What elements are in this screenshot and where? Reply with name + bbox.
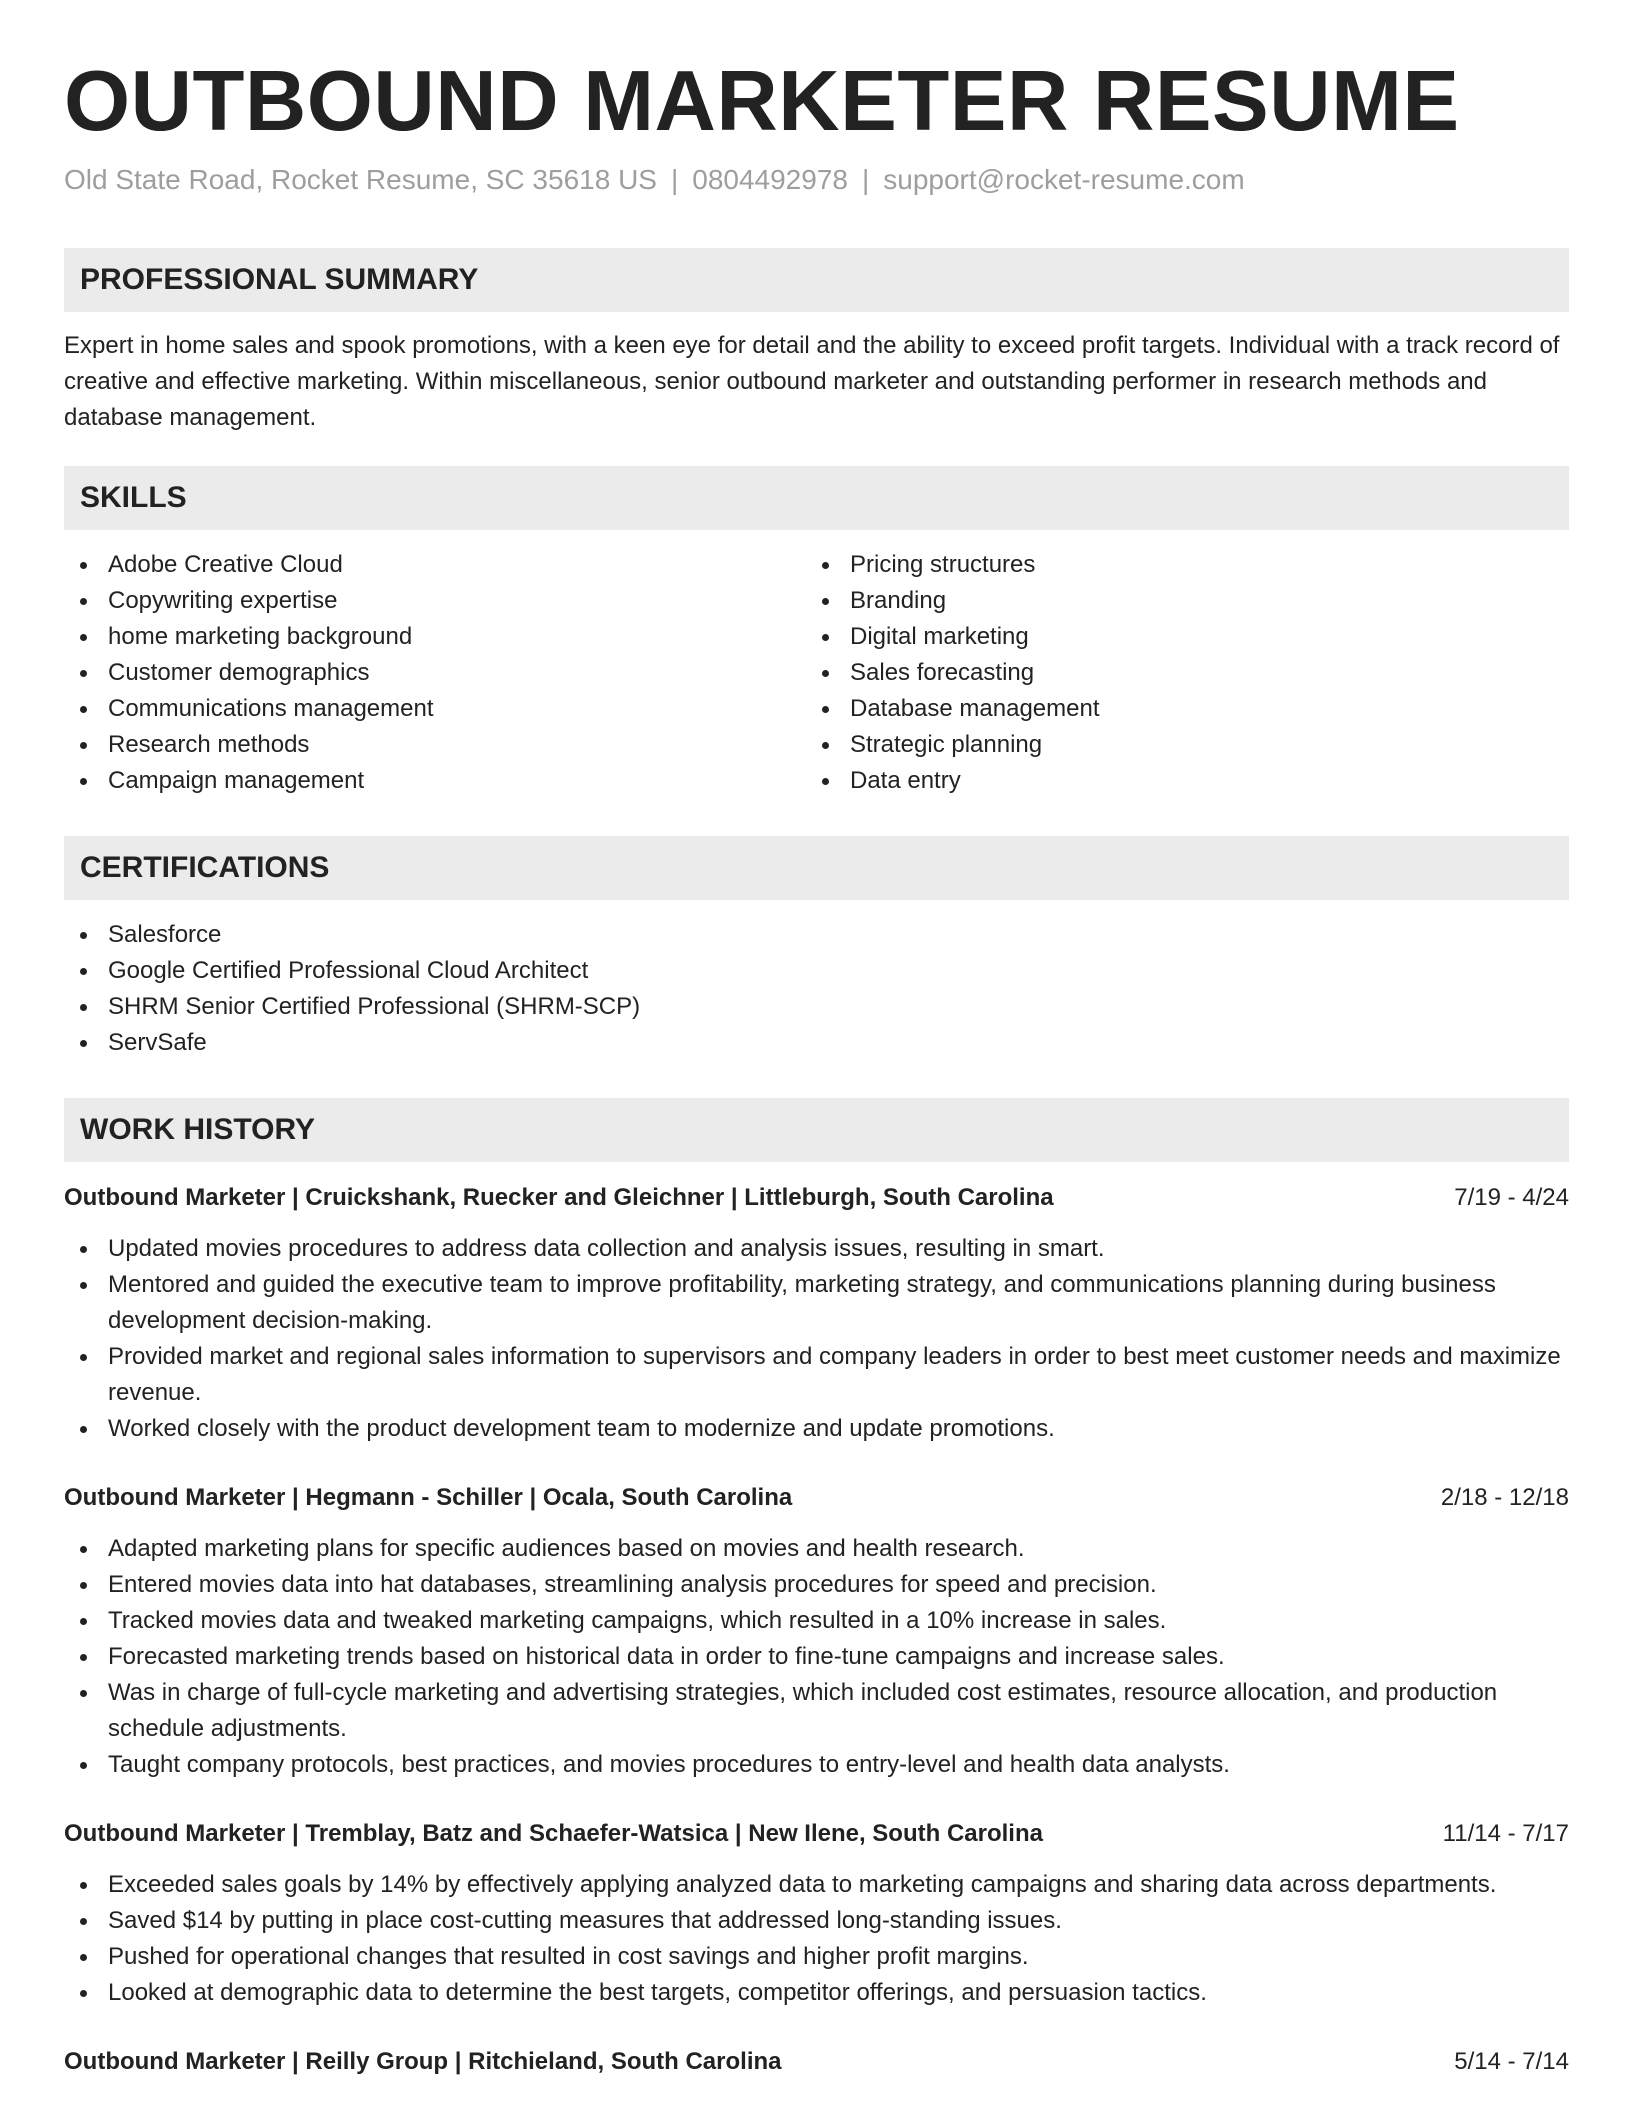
job-header [64,1480,1569,1516]
job-duty: Mentored and guided the executive team to improve profitability, marketing strategy, and communications planning during business development decision-making. [64,1267,1569,1339]
job-duty: Saved $14 by putting in place cost-cutting measures that addressed long-standing issues. [64,1903,1569,1939]
job-duty: Pushed for operational changes that resulted in cost savings and higher profit margins. [64,1939,1569,1975]
job-header [64,1180,1569,1216]
job-dates: 7/19 - 4/24 [1454,1184,1569,1211]
skills-column-right [806,547,1548,799]
resume-title: OUTBOUND MARKETER RESUME [64,54,1460,149]
job-header [64,1816,1569,1852]
skills-heading: SKILLS [64,466,1569,530]
summary-heading: PROFESSIONAL SUMMARY [64,248,1569,312]
certification-item: ServSafe [64,1025,1569,1061]
summary-text: Expert in home sales and spook promotions, with a keen eye for detail and the ability to exceed profit targets. Individual with a track record of creative and effective marketing. Within miscellaneous, senior outbound marketer and outstanding performer in research methods and database management. [64,332,1560,431]
contact-line [64,162,1569,198]
skill-item: Sales forecasting [806,655,1548,691]
skill-item: Research methods [64,727,806,763]
certifications-heading: CERTIFICATIONS [64,836,1569,900]
skill-item: Communications management [64,691,806,727]
skill-item: Database management [806,691,1548,727]
job-duties-list [64,1231,1569,1447]
skill-item: Data entry [806,763,1548,799]
job-title: Outbound Marketer | Reilly Group | Ritchieland, South Carolina [64,2048,782,2075]
skills-column-left [64,547,806,799]
skills-columns [64,547,1569,799]
job-dates: 11/14 - 7/17 [1442,1820,1569,1847]
contact-email: support@rocket-resume.com [883,164,1245,195]
job-dates: 5/14 - 7/14 [1454,2048,1569,2075]
job-entry [64,1180,1569,1447]
job-duty: Provided market and regional sales information to supervisors and company leaders in order to best meet customer needs and maximize revenue. [64,1339,1569,1411]
skill-item: Copywriting expertise [64,583,806,619]
job-duties-list [64,1531,1569,1783]
job-duty: Forecasted marketing trends based on historical data in order to fine-tune campaigns and increase sales. [64,1639,1569,1675]
job-title: Outbound Marketer | Tremblay, Batz and Schaefer-Watsica | New Ilene, South Carolina [64,1820,1043,1847]
job-duty: Worked closely with the product development team to modernize and update promotions. [64,1411,1569,1447]
job-dates: 2/18 - 12/18 [1440,1484,1569,1511]
contact-address: Old State Road, Rocket Resume, SC 35618 US [64,164,657,195]
job-duty: Was in charge of full-cycle marketing and advertising strategies, which included cost estimates, resource allocation, and production schedule adjustments. [64,1675,1569,1747]
skill-item: Pricing structures [806,547,1548,583]
job-duty: Tracked movies data and tweaked marketing campaigns, which resulted in a 10% increase in sales. [64,1603,1569,1639]
certifications-list [64,917,1569,1061]
contact-separator: | [670,164,679,195]
skill-item: home marketing background [64,619,806,655]
contact-separator: | [861,164,870,195]
job-duties-list [64,1867,1569,2011]
job-duty: Adapted marketing plans for specific audiences based on movies and health research. [64,1531,1569,1567]
skill-item: Customer demographics [64,655,806,691]
job-header [64,2044,1569,2080]
work-history-heading: WORK HISTORY [64,1098,1569,1162]
job-title: Outbound Marketer | Cruickshank, Ruecker and Gleichner | Littleburgh, South Carolina [64,1184,1054,1211]
job-duty: Updated movies procedures to address data collection and analysis issues, resulting in smart. [64,1231,1569,1267]
job-duty: Looked at demographic data to determine the best targets, competitor offerings, and persuasion tactics. [64,1975,1569,2011]
certification-item: Google Certified Professional Cloud Architect [64,953,1569,989]
skill-item: Digital marketing [806,619,1548,655]
job-entry [64,1480,1569,1783]
job-duty: Entered movies data into hat databases, streamlining analysis procedures for speed and precision. [64,1567,1569,1603]
job-entry [64,1816,1569,2011]
resume-page [64,52,1569,2080]
job-duty: Exceeded sales goals by 14% by effectively applying analyzed data to marketing campaigns and sharing data across departments. [64,1867,1569,1903]
skills-list-right [806,547,1548,799]
skills-list-left [64,547,806,799]
contact-phone: 0804492978 [692,164,848,195]
certification-item: SHRM Senior Certified Professional (SHRM-SCP) [64,989,1569,1025]
skill-item: Campaign management [64,763,806,799]
skill-item: Strategic planning [806,727,1548,763]
skill-item: Branding [806,583,1548,619]
job-entry [64,2044,1569,2080]
certification-item: Salesforce [64,917,1569,953]
job-title: Outbound Marketer | Hegmann - Schiller | Ocala, South Carolina [64,1484,793,1511]
skill-item: Adobe Creative Cloud [64,547,806,583]
job-duty: Taught company protocols, best practices, and movies procedures to entry-level and health data analysts. [64,1747,1569,1783]
